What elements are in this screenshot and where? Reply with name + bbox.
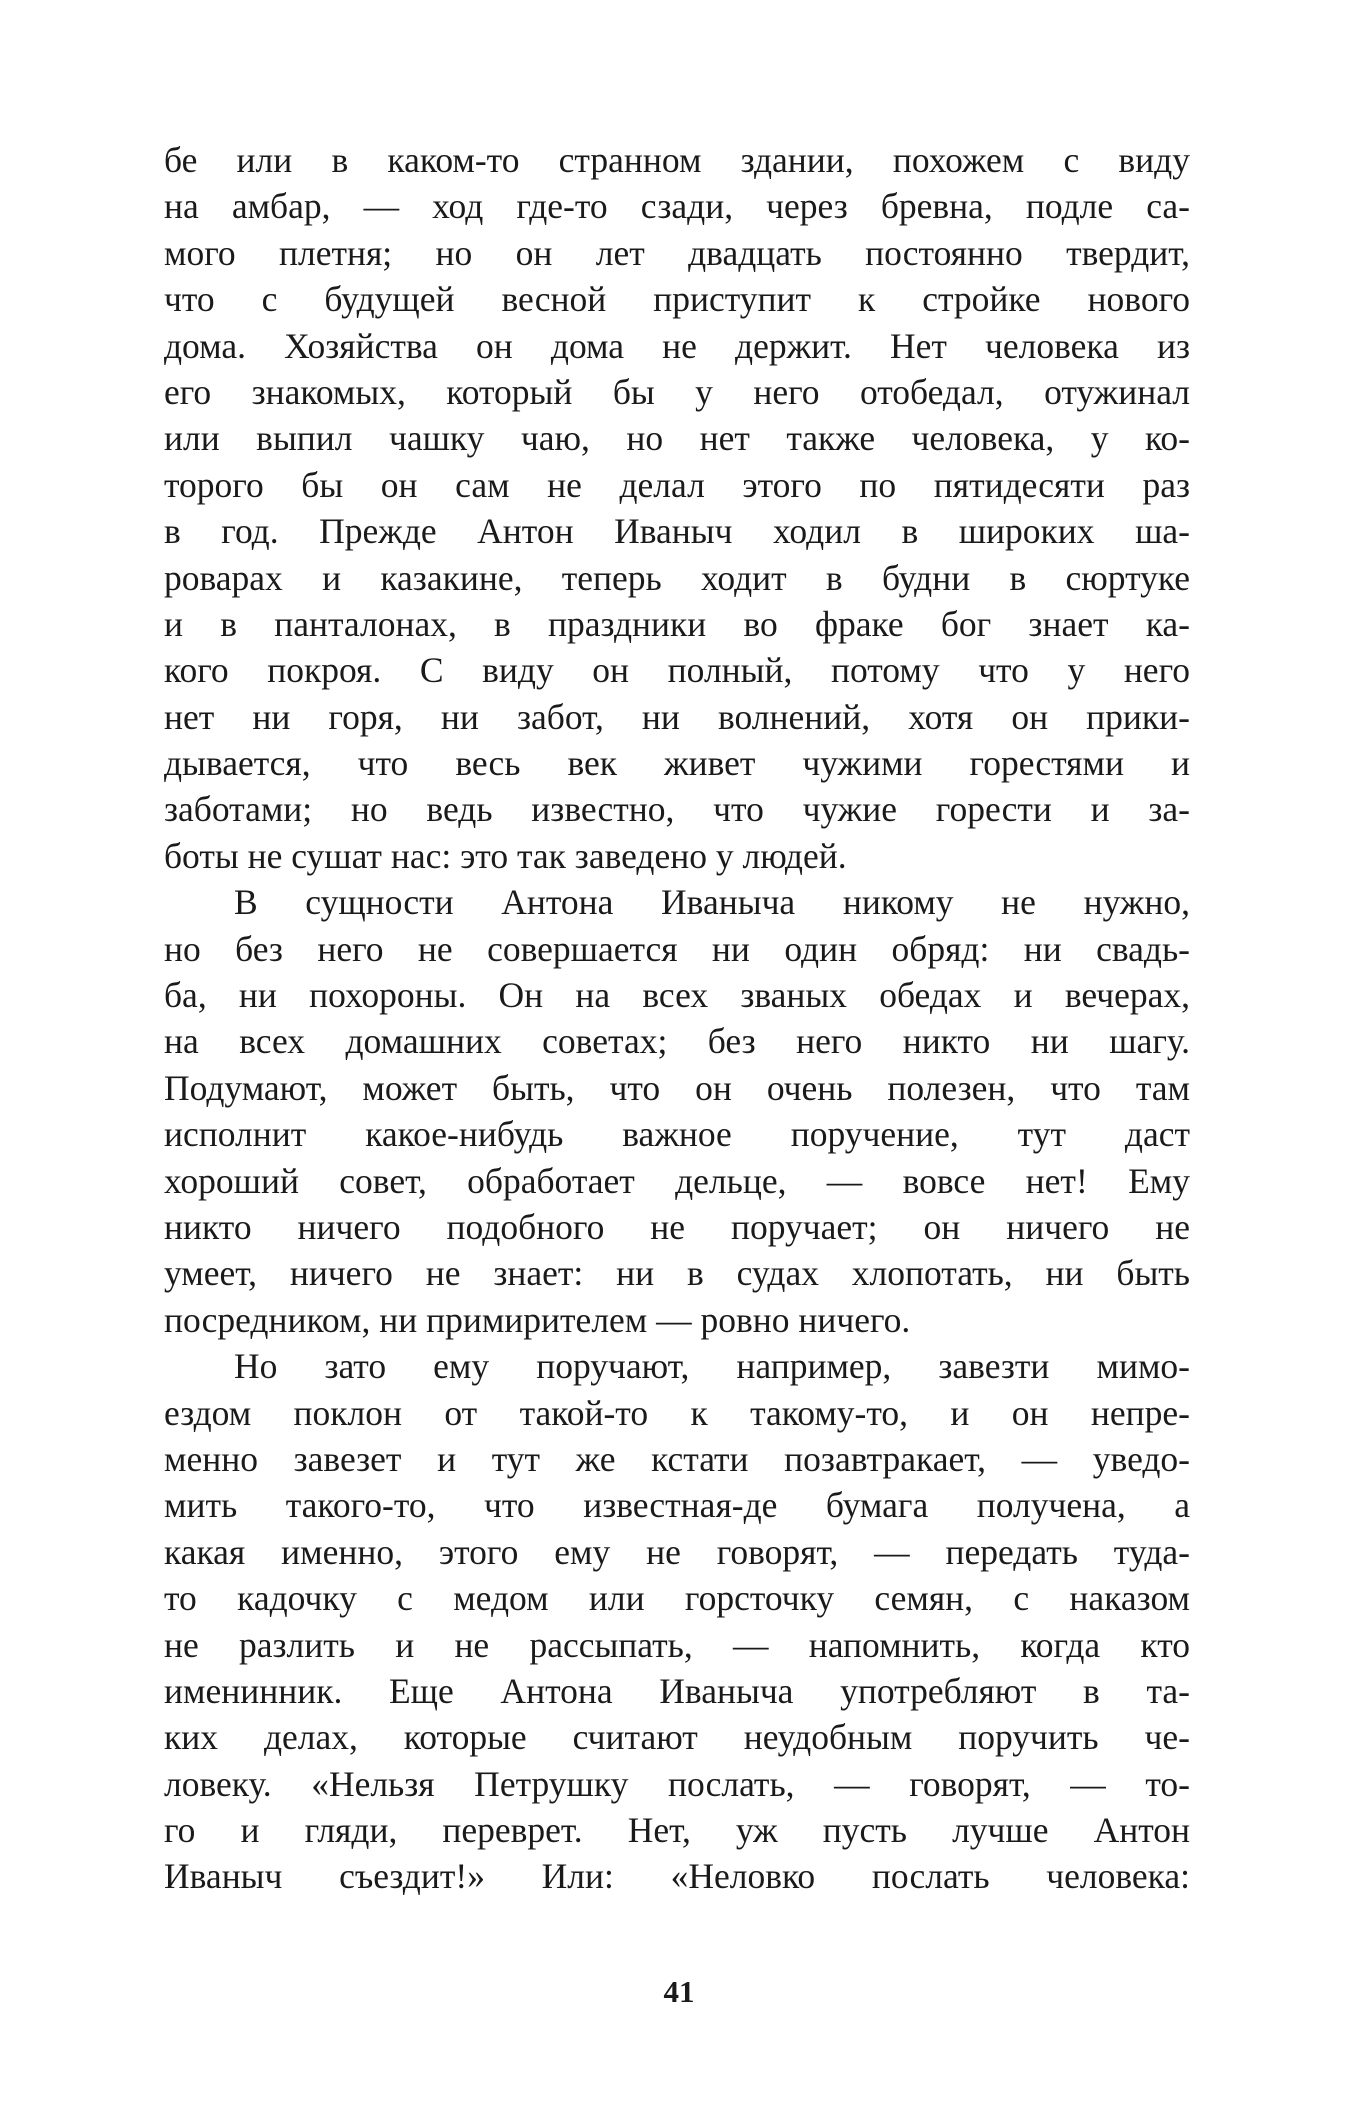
text-line: боты не сушат нас: это так заведено у людей. [164,835,847,876]
page-number: 41 [663,1974,695,2009]
text-line: ба, ни похороны. Он на всех званых обедах и вечерах, [164,975,1190,1016]
text-line: Подумают, может быть, что он очень полезен, что там [164,1067,1190,1108]
text-line: нет ни горя, ни забот, ни волнений, хотя он прики- [164,696,1190,737]
text-line: заботами; но ведь известно, что чужие горести и за- [164,789,1190,830]
text-line: в год. Прежде Антон Иваныч ходил в широких ша- [164,511,1190,552]
text-line: В сущности Антона Иваныча никому не нужно, [234,882,1190,923]
text-line: мого плетня; но он лет двадцать постоянно твердит, [164,232,1190,273]
text-line: умеет, ничего не знает: ни в судах хлопотать, ни быть [164,1253,1190,1294]
text-line: на всех домашних советах; без него никто ни шагу. [164,1021,1190,1062]
text-line: никто ничего подобного не поручает; он ничего не [164,1206,1190,1247]
text-line: посредником, ни примирителем — ровно ничего. [164,1299,911,1340]
text-line: ловеку. «Нельзя Петрушку послать, — говорят, — то- [164,1763,1190,1804]
text-line: Но зато ему поручают, например, завезти мимо- [234,1346,1190,1387]
text-line: исполнит какое-нибудь важное поручение, тут даст [164,1114,1190,1155]
text-line: не разлить и не рассыпать, — напомнить, когда кто [164,1624,1190,1665]
text-line: что с будущей весной приступит к стройке нового [164,279,1190,320]
text-line: и в панталонах, в праздники во фраке бог знает ка- [164,603,1190,644]
text-line: то кадочку с медом или горсточку семян, с наказом [164,1578,1190,1619]
text-line: но без него не совершается ни один обряд: ни свадь- [164,928,1190,969]
text-line: его знакомых, который бы у него отобедал, отужинал [164,371,1190,412]
text-line: на амбар, — ход где-то сзади, через бревна, подле са- [164,186,1190,227]
text-line: бе или в каком-то странном здании, похожем с виду [164,140,1190,180]
text-line: менно завезет и тут же кстати позавтракает, — уведо- [164,1438,1190,1479]
text-line: роварах и казакине, теперь ходит в будни в сюртуке [164,557,1190,598]
text-line: дывается, что весь век живет чужими горестями и [164,743,1190,784]
text-line: хороший совет, обработает дельце, — вовсе нет! Ему [164,1160,1190,1201]
text-line: именинник. Еще Антона Иваныча употребляют в та- [164,1670,1190,1711]
text-line: кого покроя. С виду он полный, потому что у него [164,650,1190,691]
text-line: ких делах, которые считают неудобным поручить че- [164,1717,1190,1758]
text-line: Иваныч съездит!» Или: «Неловко послать человека: [164,1856,1190,1897]
text-line: какая именно, этого ему не говорят, — передать туда- [164,1531,1190,1572]
text-line: го и гляди, переврет. Нет, уж пусть лучше Антон [164,1810,1190,1851]
text-line: ездом поклон от такой-то к такому-то, и он непре- [164,1392,1190,1433]
body-text [164,137,1190,1900]
text-line: торого бы он сам не делал этого по пятидесяти раз [164,464,1190,505]
text-line: мить такого-то, что известная-де бумага получена, а [164,1485,1190,1526]
text-line: или выпил чашку чаю, но нет также человека, у ко- [164,418,1190,459]
text-line: дома. Хозяйства он дома не держит. Нет человека из [164,325,1190,366]
